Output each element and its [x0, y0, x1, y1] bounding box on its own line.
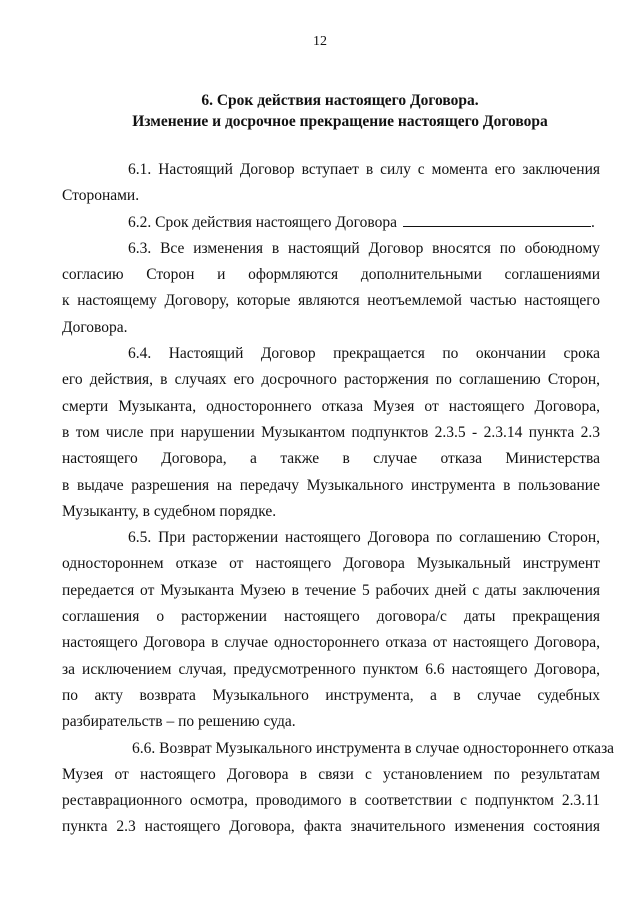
clause-6-2-text: 6.2. Срок действия настоящего Договора — [128, 213, 397, 231]
text-line: 6.5. При расторжении настоящего Договора по соглашению Сторон, — [128, 529, 600, 547]
clause-6-2 — [92, 210, 600, 236]
clause-6-1 — [62, 157, 600, 210]
text-line: 6.3. Все изменения в настоящий Договор вносятся по обоюдному — [128, 239, 600, 257]
text-line: Сторонами. — [62, 187, 140, 205]
term-blank-field — [403, 212, 591, 227]
text-line: соглашения о расторжении настоящего договора/с даты прекращения — [62, 608, 600, 626]
text-line: реставрационного осмотра, проводимого в соответствии с подпунктом 2.3.11 — [62, 792, 600, 810]
clause-6-2-tail: . — [590, 213, 595, 231]
text-line: Музея от настоящего Договора в связи с установлением по результатам — [62, 765, 600, 783]
text-line: одностороннем отказе от настоящего Договора Музыкальный инструмент — [62, 555, 600, 573]
text-line: Музыканту, в судебном порядке. — [62, 502, 277, 520]
document-body — [62, 157, 615, 841]
text-line: 6.1. Настоящий Договор вступает в силу с момента его заключения — [128, 161, 600, 178]
text-line: 6.4. Настоящий Договор прекращается по окончании срока — [128, 345, 600, 363]
section-heading — [70, 90, 610, 132]
page-number: 12 — [313, 34, 327, 49]
text-line: 6.6. Возврат Музыкального инструмента в случае одностороннего отказа — [132, 739, 615, 757]
text-line: пункта 2.3 настоящего Договора, факта значительного изменения состояния — [62, 818, 600, 836]
text-line: к настоящему Договору, которые являются неотъемлемой частью настоящего — [62, 292, 600, 310]
text-line: по акту возврата Музыкального инструмента, а в случае судебных — [62, 686, 600, 704]
clause-6-3 — [62, 236, 600, 341]
text-line: настоящего Договора, а также в случае отказа Министерства — [62, 450, 600, 468]
text-line: его действия, в случаях его досрочного расторжения по соглашению Сторон, — [62, 371, 600, 389]
text-line: за исключением случая, предусмотренного пунктом 6.6 настоящего Договора, — [62, 660, 600, 678]
text-line: согласию Сторон и оформляются дополнительными соглашениями — [62, 266, 600, 284]
text-line: передается от Музыканта Музею в течение 5 рабочих дней с даты заключения — [62, 581, 600, 599]
text-line: настоящего Договора в случае одностороннего отказа от настоящего Договора, — [62, 634, 600, 652]
section-heading-line-2: Изменение и досрочное прекращение настоящего Договора — [132, 113, 548, 130]
text-line: Договора. — [62, 318, 128, 336]
section-heading-line-1: 6. Срок действия настоящего Договора. — [201, 92, 479, 109]
clause-6-5 — [62, 525, 600, 735]
text-line — [92, 210, 600, 236]
text-line: смерти Музыканта, одностороннего отказа Музея от настоящего Договора, — [62, 397, 600, 415]
text-line: в выдаче разрешения на передачу Музыкального инструмента в пользование — [62, 476, 600, 494]
clause-6-4 — [62, 341, 600, 525]
text-line: разбирательств – по решению суда. — [62, 713, 296, 731]
clause-6-6 — [62, 736, 615, 841]
text-line: в том числе при нарушении Музыкантом подпунктов 2.3.5 - 2.3.14 пункта 2.3 — [62, 423, 600, 441]
